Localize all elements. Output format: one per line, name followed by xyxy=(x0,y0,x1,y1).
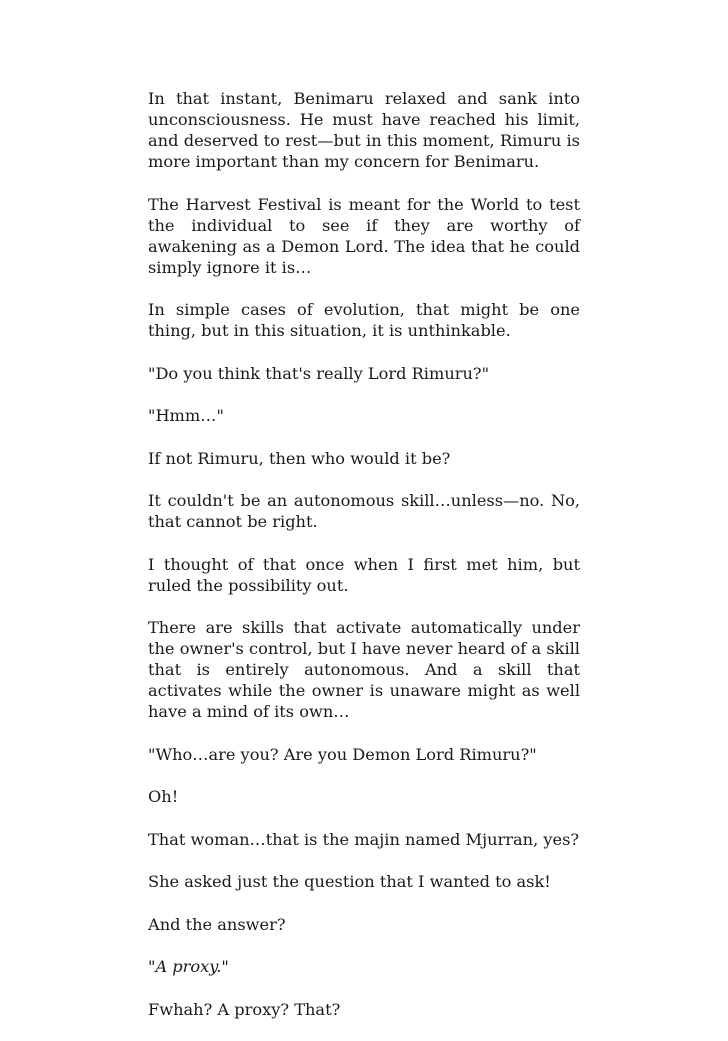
italic-dialogue-line: "A proxy." xyxy=(148,957,229,976)
paragraph: That woman…that is the majin named Mjurran, yes? xyxy=(148,829,580,849)
paragraph: And the answer? xyxy=(148,914,286,934)
dialogue-line: "Who…are you? Are you Demon Lord Rimuru?" xyxy=(148,744,537,764)
paragraph: I thought of that once when I first met him, but ruled the possibility out. xyxy=(148,554,580,595)
paragraph: There are skills that activate automatically under the owner's control, but I have never heard of a skill that is entirely autonomous. And a skill that activates while the owner is unaware might as well have a mind of its own… xyxy=(148,618,580,721)
paragraph: In that instant, Benimaru relaxed and sank into unconsciousness. He must have reached his limit, and deserved to rest—but in this moment, Rimuru is more important than my concern for Benimaru. xyxy=(148,89,580,171)
paragraph: Oh! xyxy=(148,787,179,806)
page-text xyxy=(148,88,580,1041)
paragraph: She asked just the question that I wanted to ask! xyxy=(148,872,551,891)
dialogue-line: "Do you think that's really Lord Rimuru?" xyxy=(148,363,490,383)
dialogue-line: "Hmm…" xyxy=(148,406,224,425)
paragraph: The Harvest Festival is meant for the World to test the individual to see if they are worthy of awakening as a Demon Lord. The idea that he could simply ignore it is… xyxy=(148,194,580,277)
paragraph: If not Rimuru, then who would it be? xyxy=(148,448,451,468)
paragraph: It couldn't be an autonomous skill…unless—no. No, that cannot be right. xyxy=(148,491,580,531)
paragraph: Fwhah? A proxy? That? xyxy=(148,999,341,1019)
paragraph: In simple cases of evolution, that might be one thing, but in this situation, it is unthinkable. xyxy=(148,300,580,340)
